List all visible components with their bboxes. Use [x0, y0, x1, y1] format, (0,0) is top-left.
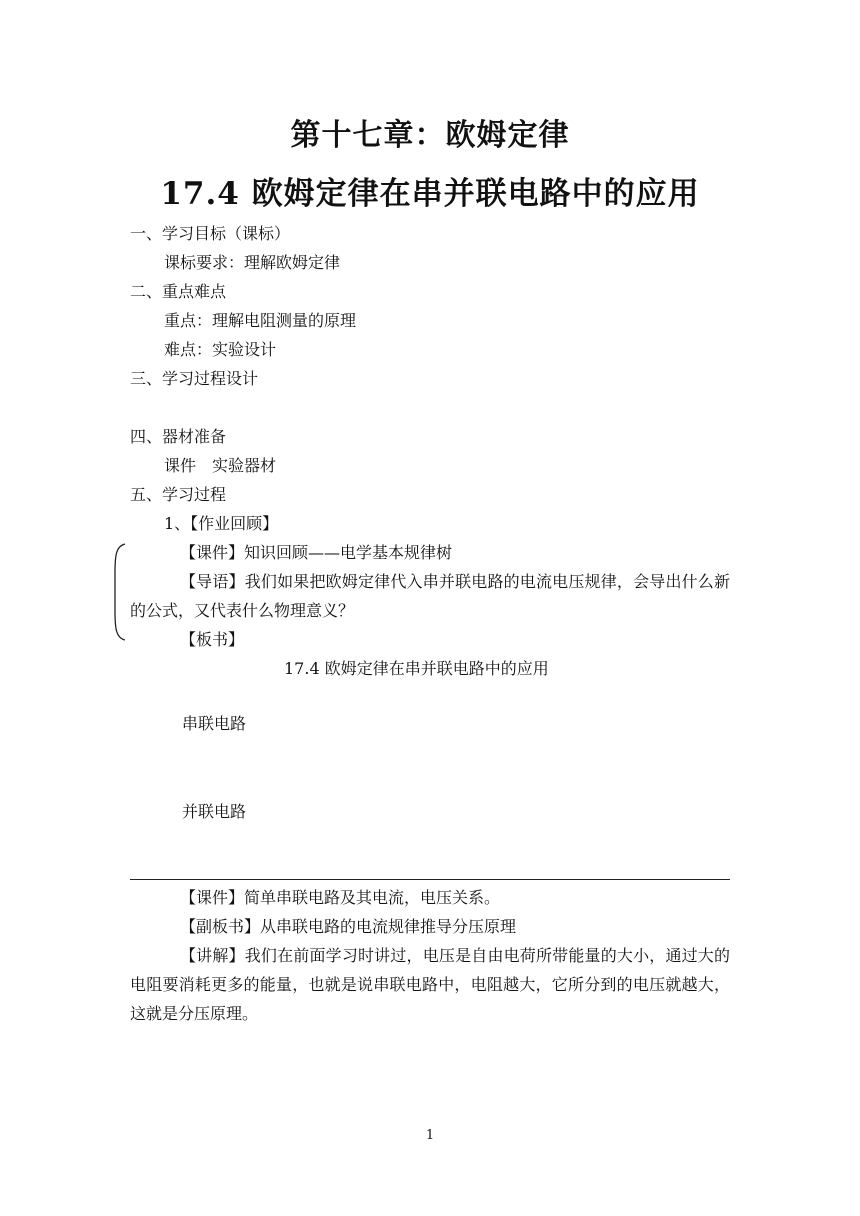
- curriculum-requirement: 课标要求：理解欧姆定律: [164, 253, 341, 272]
- materials-list: 课件 实验器材: [164, 456, 277, 475]
- heading-process-design: 三、学习过程设计: [130, 369, 259, 388]
- brace-mark: [108, 542, 128, 642]
- section-title: 17.4 欧姆定律在串并联电路中的应用: [160, 176, 700, 212]
- explanation-paragraph: 【讲解】我们在前面学习时讲过，电压是自由电荷所带能量的大小，通过大的电阻要消耗更多的能量，也就是说串联电路中，电阻越大，它所分到的电压就越大，这就是分压原理。: [130, 946, 730, 1023]
- heading-learning-objectives: 一、学习目标（课标）: [130, 224, 291, 243]
- blackboard-title: 17.4 欧姆定律在串并联电路中的应用: [284, 659, 549, 678]
- chapter-title: 第十七章：欧姆定律: [290, 118, 570, 153]
- divider-line: [130, 879, 730, 880]
- sub-blackboard: 【副板书】从串联电路的电流规律推导分压原理: [180, 917, 517, 936]
- parallel-circuit-label: 并联电路: [182, 802, 247, 821]
- page-number: 1: [425, 1128, 435, 1143]
- heading-learning-process: 五、学习过程: [130, 485, 227, 504]
- introduction-paragraph: 【导语】我们如果把欧姆定律代入串并联电路的电流电压规律，会导出什么新的公式，又代表什么物理意义？: [130, 572, 730, 620]
- difficult-point: 难点：实验设计: [164, 340, 277, 359]
- homework-review: 1、【作业回顾】: [164, 514, 279, 533]
- blackboard-label: 【板书】: [180, 630, 245, 649]
- courseware-series-circuit: 【课件】简单串联电路及其电流，电压关系。: [180, 888, 501, 907]
- series-circuit-label: 串联电路: [182, 714, 247, 733]
- key-point: 重点：理解电阻测量的原理: [164, 311, 357, 330]
- heading-materials: 四、器材准备: [130, 427, 227, 446]
- heading-key-points: 二、重点难点: [130, 282, 227, 301]
- courseware-knowledge-review: 【课件】知识回顾——电学基本规律树: [180, 543, 453, 562]
